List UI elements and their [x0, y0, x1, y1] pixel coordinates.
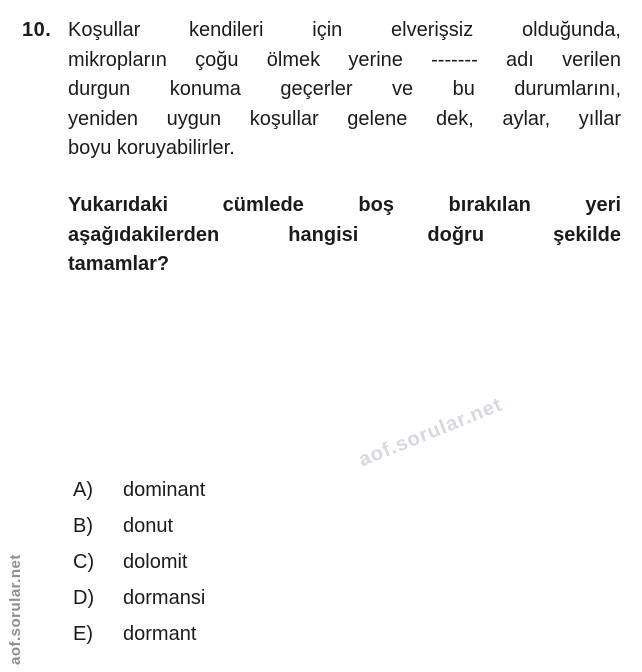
- option-b[interactable]: [73, 514, 205, 538]
- question-stem-line: tamamlar?: [68, 253, 170, 275]
- question-body-line: boyu koruyabilirler.: [68, 137, 235, 159]
- option-b-text: donut: [123, 515, 174, 537]
- question-stem-line: Yukarıdaki cümlede boş bırakılan yeri: [68, 194, 621, 216]
- question-body-line: mikropların çoğu ölmek yerine ------- adı verilen: [68, 48, 621, 71]
- watermark-diagonal: aof.sorular.net: [355, 393, 506, 472]
- option-e-letter: E): [73, 623, 93, 645]
- option-d-text: dormansi: [123, 587, 206, 609]
- question-body: [68, 16, 621, 164]
- option-c-letter: C): [73, 551, 95, 573]
- option-c[interactable]: [73, 550, 205, 574]
- option-b-letter: B): [73, 515, 93, 537]
- option-a-text: dominant: [123, 479, 206, 501]
- option-e-text: dormant: [123, 623, 197, 645]
- option-d-letter: D): [73, 587, 95, 609]
- question-body-line: durgun konuma geçerler ve bu durumlarını,: [68, 78, 621, 100]
- options-list: [73, 478, 205, 658]
- option-e[interactable]: [73, 622, 205, 646]
- option-a-letter: A): [73, 479, 93, 501]
- question-stem-line: aşağıdakilerden hangisi doğru şekilde: [68, 223, 621, 246]
- watermark-vertical: aof.sorular.net: [7, 554, 24, 665]
- option-c-text: dolomit: [123, 551, 188, 573]
- option-d[interactable]: [73, 586, 205, 610]
- option-a[interactable]: [73, 478, 205, 502]
- question-body-line: yeniden uygun koşullar gelene dek, aylar, yıllar: [68, 107, 621, 130]
- question-stem: [68, 191, 621, 280]
- question-number: 10.: [22, 19, 52, 41]
- question-body-line: Koşullar kendileri için elverişsiz olduğunda,: [68, 19, 621, 41]
